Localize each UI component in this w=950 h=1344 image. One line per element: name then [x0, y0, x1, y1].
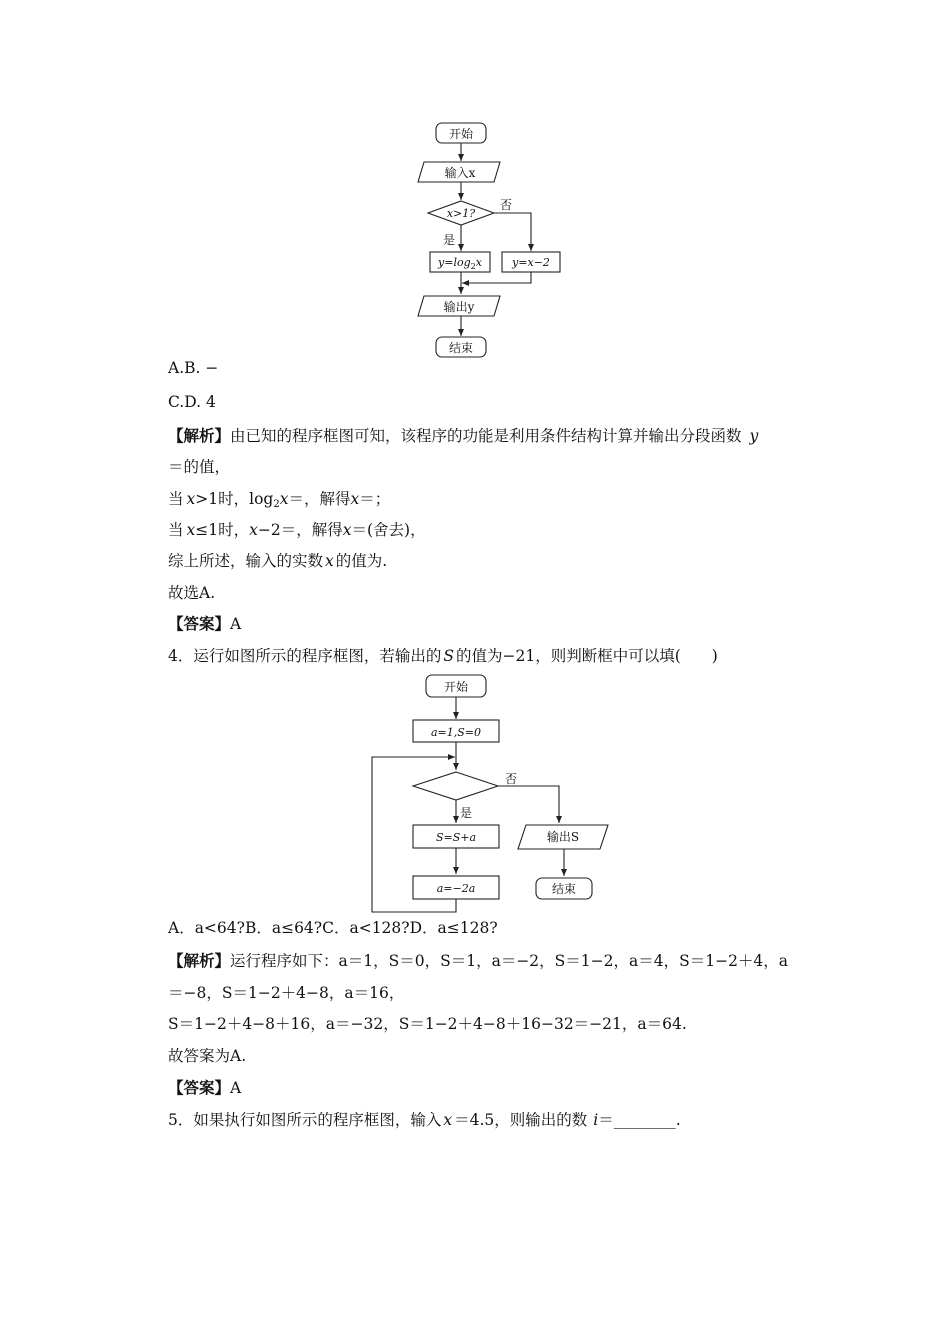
t: ＝________.: [598, 1111, 681, 1129]
t: 4．运行如图所示的程序框图，若输出的: [168, 647, 442, 665]
yes-label: 是: [443, 233, 456, 247]
end-label: 结束: [448, 341, 474, 355]
q4-choose: 故答案为A.: [168, 1047, 247, 1065]
t: ＝；: [359, 490, 391, 508]
q4-answer: [168, 1078, 241, 1098]
var-x: x: [443, 1111, 453, 1129]
t: 当: [168, 490, 184, 508]
analysis-text: 由已知的程序框图可知，该程序的功能是利用条件结构计算并输出分段函数: [230, 427, 742, 445]
start-label: 开始: [443, 680, 469, 694]
q3-case-2: [168, 520, 426, 540]
q3-summary: [168, 551, 387, 571]
answer-tag: 【答案】: [168, 614, 231, 633]
output-label: 输出S: [546, 830, 580, 844]
t: ＝4.5，则输出的数: [454, 1111, 588, 1129]
t: 综上所述，输入的实数: [168, 552, 324, 570]
var-i: i: [593, 1111, 599, 1129]
q3-answer: [168, 614, 241, 634]
t: 5．如果执行如图所示的程序框图，输入: [168, 1111, 442, 1129]
q4-stem: [168, 646, 718, 666]
output-label: 输出y: [443, 300, 475, 314]
q4-analysis-line-1: [168, 951, 788, 971]
end-label: 结束: [551, 882, 577, 896]
q3-options-cd: C.D. 4: [168, 393, 216, 411]
decision-diamond: [413, 772, 498, 800]
t: 的值为−21，则判断框中可以填( ): [456, 647, 718, 665]
t: ＝(舍去)，: [351, 521, 426, 539]
var-y: y: [749, 427, 759, 445]
t: 的值为.: [335, 552, 388, 570]
accumulate-label: S=S+a: [435, 831, 477, 844]
answer-tag: 【答案】: [168, 1078, 231, 1097]
no-label: 否: [505, 772, 518, 786]
no-label: 否: [500, 198, 513, 212]
minus-box-label: y=x−2: [512, 256, 550, 269]
q3-case-1: [168, 489, 390, 515]
var-x: x: [186, 521, 196, 539]
start-label: 开始: [448, 127, 474, 141]
answer-value: A: [230, 615, 242, 633]
subscript: 2: [273, 499, 280, 510]
flowchart-2: [0, 670, 950, 920]
var-x: x: [342, 521, 352, 539]
var-x: x: [279, 490, 289, 508]
q4-options: A．a<64?B．a≤64?C．a<128?D．a≤128?: [168, 919, 498, 937]
q3-analysis-line-2: ＝的值，: [168, 458, 231, 476]
analysis-tag: 【解析】: [168, 951, 231, 970]
t: ≤1时，: [195, 521, 250, 539]
q3-choose: 故选A.: [168, 584, 216, 602]
decision-label: x>1?: [446, 207, 476, 220]
var-x: x: [249, 521, 258, 539]
q5-stem: [168, 1110, 681, 1130]
analysis-tag: 【解析】: [168, 426, 231, 445]
t: −2＝，解得: [257, 521, 343, 539]
var-x: x: [350, 490, 360, 508]
flowchart-1: [0, 110, 950, 480]
var-s: S: [443, 647, 454, 665]
log-box-label: $y=\log_2x$: [438, 256, 482, 271]
t: ＝，解得: [288, 490, 351, 508]
q3-options-ab: A.B. −: [168, 359, 219, 377]
input-label: 输入x: [444, 166, 476, 180]
answer-value: A: [230, 1079, 242, 1097]
var-x: x: [325, 552, 334, 570]
q4-analysis-line-3: S＝1−2＋4−8＋16，a＝−32，S＝1−2＋4−8＋16−32＝−21，a＝64.: [168, 1015, 687, 1033]
q3-analysis-line-1: [168, 426, 758, 446]
t: >1时，log: [195, 490, 274, 508]
q4-analysis-line-2: ＝−8，S＝1−2＋4−8，a＝16，: [168, 984, 405, 1002]
analysis-text: 运行程序如下：a＝1，S＝0，S＝1，a＝−2，S＝1−2，a＝4，S＝1−2＋4，a: [230, 952, 789, 970]
var-x: x: [186, 490, 196, 508]
t: 当: [168, 521, 184, 539]
update-label: a=−2a: [436, 882, 476, 895]
yes-label: 是: [460, 806, 473, 820]
init-label: a=1,S=0: [430, 726, 482, 739]
